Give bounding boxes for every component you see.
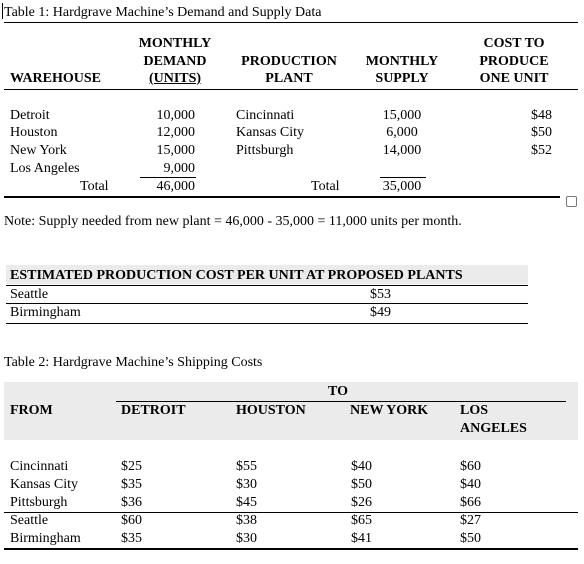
warehouse-demand: 9,000 <box>163 161 195 176</box>
supply-total-label: Total <box>311 179 340 194</box>
header-demand-2: DEMAND <box>143 54 207 69</box>
ship-cost: $65 <box>351 513 372 528</box>
warehouse-name: Houston <box>10 125 58 140</box>
header-plant-2: PLANT <box>265 71 313 86</box>
plant-cost: $50 <box>531 125 552 140</box>
demand-sum-rule <box>140 177 196 178</box>
supply-note: Note: Supply needed from new plant = 46,000 - 35,000 = 11,000 units per month. <box>4 214 462 229</box>
column-detroit: DETROIT <box>121 403 186 418</box>
plant-supply: 6,000 <box>386 125 418 140</box>
supply-sum-rule <box>380 177 426 178</box>
proposed-name: Birmingham <box>10 305 81 320</box>
plant-supply: 14,000 <box>382 143 422 158</box>
proposed-cost: $49 <box>370 305 391 320</box>
table1-header-rule <box>4 89 578 90</box>
header-demand-1: MONTHLY <box>138 36 212 51</box>
header-from: FROM <box>10 403 53 418</box>
ship-cost: $36 <box>121 495 142 510</box>
header-supply-2: SUPPLY <box>375 71 429 86</box>
table2-bottom-rule <box>4 548 578 550</box>
table2-caption: Table 2: Hardgrave Machine’s Shipping Costs <box>4 355 263 370</box>
from-name: Pittsburgh <box>10 495 68 510</box>
ship-cost: $50 <box>351 477 372 492</box>
ship-cost: $27 <box>460 513 481 528</box>
ship-cost: $60 <box>121 513 142 528</box>
table1-bottom-rule <box>4 196 560 198</box>
header-demand-3: (UNITS) <box>148 71 202 86</box>
ship-cost: $55 <box>236 459 257 474</box>
plant-name: Kansas City <box>236 125 305 140</box>
proposed-name: Seattle <box>10 287 49 302</box>
demand-total: 46,000 <box>156 179 195 194</box>
table2-to-rule <box>116 401 566 402</box>
from-name: Cincinnati <box>10 459 69 474</box>
ship-cost: $38 <box>236 513 257 528</box>
ship-cost: $60 <box>460 459 481 474</box>
from-name: Birmingham <box>10 531 81 546</box>
ship-cost: $30 <box>236 531 257 546</box>
ship-cost: $40 <box>351 459 372 474</box>
proposed-bottom-rule <box>6 323 528 324</box>
warehouse-demand: 15,000 <box>156 143 195 158</box>
ship-cost: $26 <box>351 495 372 510</box>
header-supply-1: MONTHLY <box>365 54 439 69</box>
header-to: TO <box>328 384 348 399</box>
table1-caption: Table 1: Hardgrave Machine’s Demand and Supply Data <box>4 5 322 20</box>
ship-cost: $40 <box>460 477 481 492</box>
proposed-header-rule <box>6 285 528 286</box>
supply-total: 35,000 <box>382 179 422 194</box>
ship-cost: $45 <box>236 495 257 510</box>
plant-name: Cincinnati <box>236 108 295 123</box>
ship-cost: $41 <box>351 531 372 546</box>
table2-new-plants-rule <box>4 512 578 513</box>
ship-cost: $35 <box>121 531 142 546</box>
warehouse-name: Detroit <box>10 108 50 123</box>
column-new-york: NEW YORK <box>350 403 429 418</box>
header-cost-2: PRODUCE <box>479 54 549 69</box>
proposed-cost: $53 <box>370 287 391 302</box>
plant-supply: 15,000 <box>382 108 422 123</box>
ship-cost: $35 <box>121 477 142 492</box>
header-plant-1: PRODUCTION <box>241 54 337 69</box>
header-cost-3: ONE UNIT <box>479 71 549 86</box>
column-houston: HOUSTON <box>236 403 306 418</box>
warehouse-name: New York <box>10 143 67 158</box>
plant-name: Pittsburgh <box>236 143 294 158</box>
demand-total-label: Total <box>80 179 109 194</box>
ship-cost: $50 <box>460 531 481 546</box>
text-cursor <box>2 3 3 19</box>
proposed-header: ESTIMATED PRODUCTION COST PER UNIT AT PROPOSED PLANTS <box>10 268 463 283</box>
plant-cost: $48 <box>531 108 552 123</box>
proposed-row-rule <box>6 303 528 304</box>
warehouse-demand: 12,000 <box>156 125 195 140</box>
plant-cost: $52 <box>531 143 552 158</box>
ship-cost: $25 <box>121 459 142 474</box>
column-los-angeles-2: ANGELES <box>460 421 527 436</box>
column-los-angeles-1: LOS <box>460 403 489 418</box>
warehouse-name: Los Angeles <box>10 161 80 176</box>
from-name: Kansas City <box>10 477 79 492</box>
ship-cost: $66 <box>460 495 481 510</box>
header-cost-1: COST TO <box>483 36 545 51</box>
ship-cost: $30 <box>236 477 257 492</box>
header-warehouse: WAREHOUSE <box>10 71 102 86</box>
table1-top-rule <box>4 22 578 23</box>
warehouse-demand: 10,000 <box>156 108 195 123</box>
resize-handle[interactable] <box>566 196 577 207</box>
from-name: Seattle <box>10 513 49 528</box>
